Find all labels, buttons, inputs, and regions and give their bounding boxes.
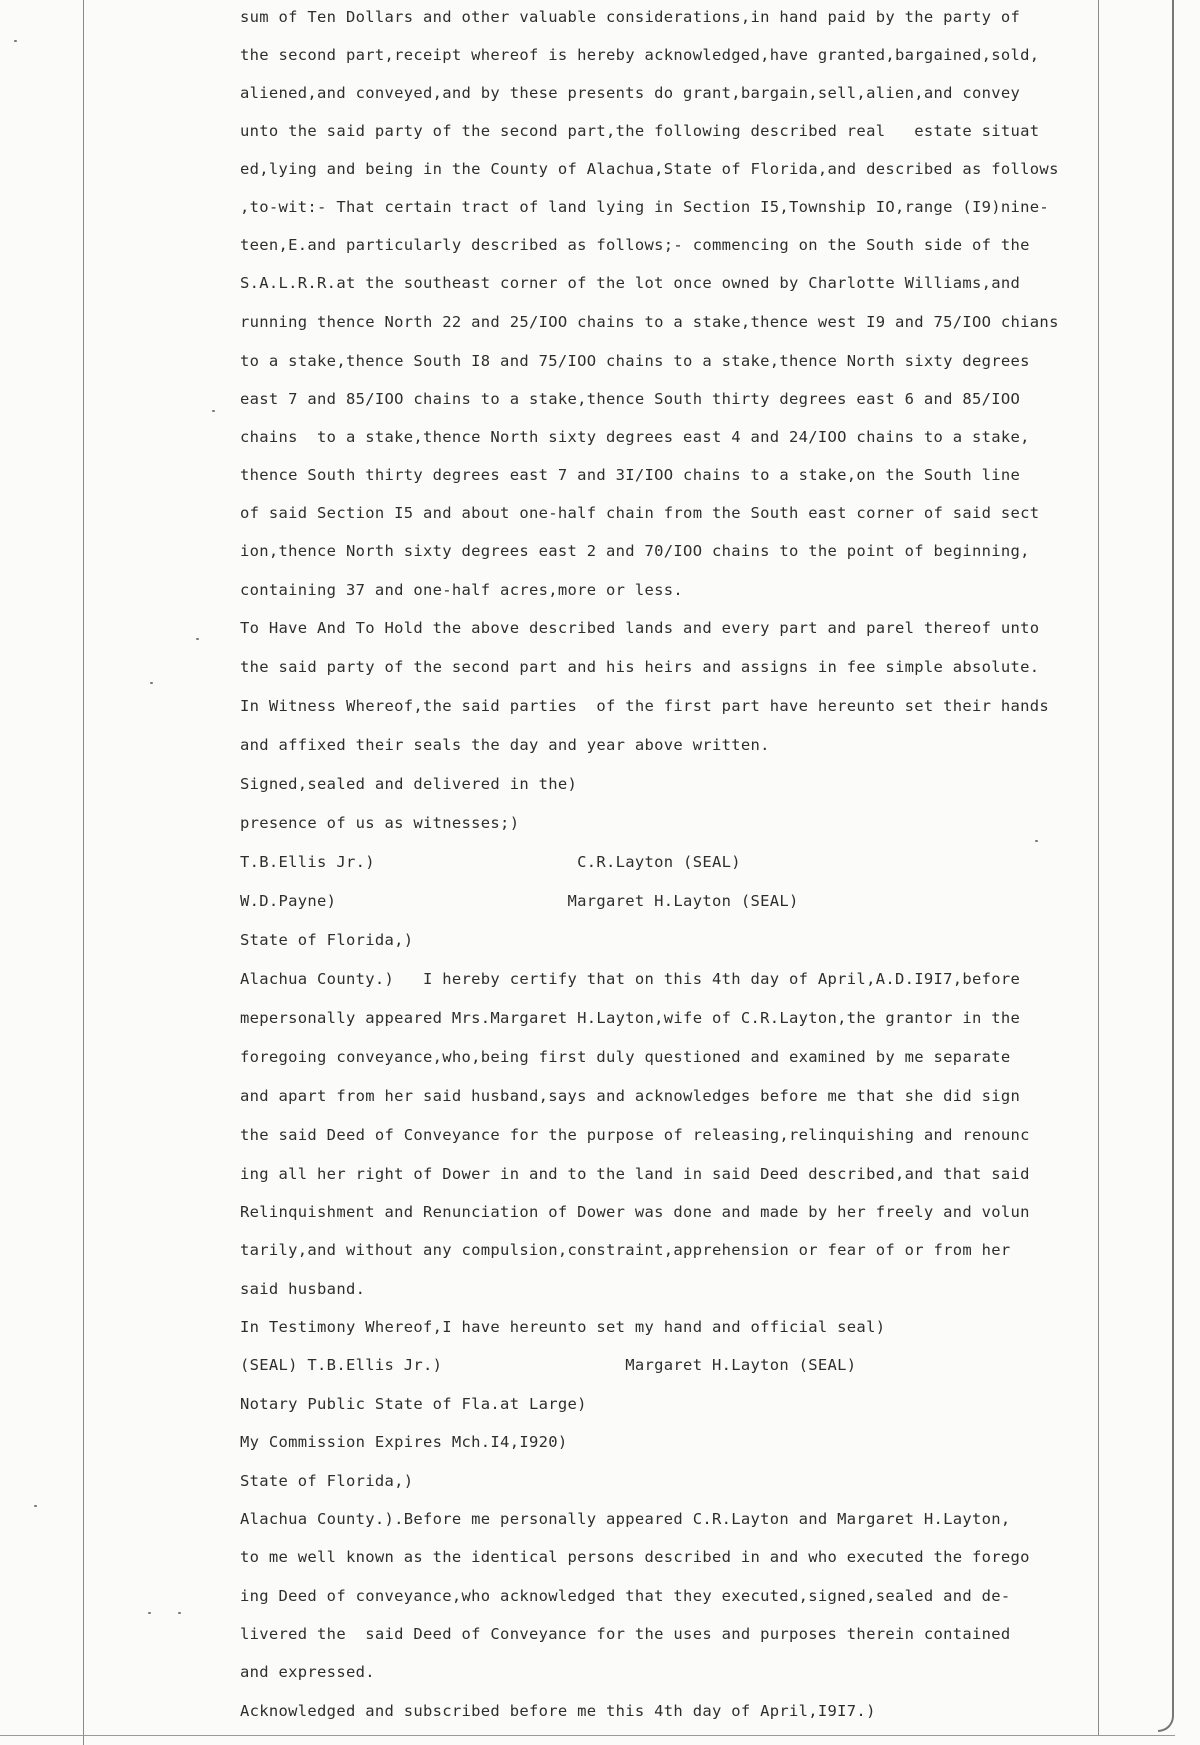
text-line: foregoing conveyance,who,being first duly questioned and examined by me separate (240, 1048, 1011, 1066)
text-line: to me well known as the identical persons described in and who executed the forego (240, 1548, 1030, 1566)
text-line: presence of us as witnesses;) (240, 814, 520, 832)
text-line: Relinquishment and Renunciation of Dower was done and made by her freely and volun (240, 1203, 1030, 1221)
text-line: State of Florida,) (240, 931, 414, 949)
text-line: (SEAL) T.B.Ellis Jr.) Margaret H.Layton (SEAL) (240, 1356, 857, 1374)
text-line: S.A.L.R.R.at the southeast corner of the lot once owned by Charlotte Williams,and (240, 274, 1021, 292)
text-line: ing Deed of conveyance,who acknowledged that they executed,signed,sealed and de- (240, 1587, 1011, 1605)
text-line: to a stake,thence South I8 and 75/IOO chains to a stake,thence North sixty degrees (240, 352, 1030, 370)
text-line: the said Deed of Conveyance for the purpose of releasing,relinquishing and renounc (240, 1126, 1030, 1144)
text-line: and affixed their seals the day and year above written. (240, 736, 770, 754)
text-line: My Commission Expires Mch.I4,I920) (240, 1433, 568, 1451)
text-line: Alachua County.).Before me personally appeared C.R.Layton and Margaret H.Layton, (240, 1510, 1011, 1528)
text-line: and expressed. (240, 1663, 375, 1681)
text-line: and apart from her said husband,says and acknowledges before me that she did sign (240, 1087, 1021, 1105)
text-line: the second part,receipt whereof is hereby acknowledged,have granted,bargained,sold, (240, 46, 1040, 64)
text-line: T.B.Ellis Jr.) C.R.Layton (SEAL) (240, 853, 741, 871)
text-line: W.D.Payne) Margaret H.Layton (SEAL) (240, 892, 799, 910)
text-line: In Testimony Whereof,I have hereunto set my hand and official seal) (240, 1318, 886, 1336)
text-line: thence South thirty degrees east 7 and 3I/IOO chains to a stake,on the South line (240, 466, 1021, 484)
text-line: Notary Public State of Fla.at Large) (240, 1395, 587, 1413)
text-line: of said Section I5 and about one-half chain from the South east corner of said sect (240, 504, 1040, 522)
text-line: east 7 and 85/IOO chains to a stake,thence South thirty degrees east 6 and 85/IOO (240, 390, 1021, 408)
text-line: Signed,sealed and delivered in the) (240, 775, 578, 793)
text-line: aliened,and conveyed,and by these presents do grant,bargain,sell,alien,and convey (240, 84, 1021, 102)
scan-speck (1035, 840, 1038, 842)
text-line: ing all her right of Dower in and to the land in said Deed described,and that said (240, 1165, 1030, 1183)
text-line: tarily,and without any compulsion,constraint,apprehension or fear of or from her (240, 1241, 1011, 1259)
text-line: unto the said party of the second part,the following described real estate situat (240, 122, 1040, 140)
text-line: Alachua County.) I hereby certify that on this 4th day of April,A.D.I9I7,before (240, 970, 1021, 988)
text-line: livered the said Deed of Conveyance for the uses and purposes therein contained (240, 1625, 1011, 1643)
text-line: containing 37 and one-half acres,more or less. (240, 581, 684, 599)
scan-speck (178, 1612, 181, 1614)
text-line: sum of Ten Dollars and other valuable considerations,in hand paid by the party of (240, 8, 1021, 26)
text-line: chains to a stake,thence North sixty degrees east 4 and 24/IOO chains to a stake, (240, 428, 1030, 446)
text-line: ion,thence North sixty degrees east 2 and 70/IOO chains to the point of beginning, (240, 542, 1030, 560)
scan-speck (14, 40, 17, 42)
right-margin-rule (1098, 0, 1099, 1735)
text-line: Acknowledged and subscribed before me this 4th day of April,I9I7.) (240, 1702, 876, 1720)
text-line: running thence North 22 and 25/IOO chains to a stake,thence west I9 and 75/IOO chians (240, 313, 1059, 331)
text-line: mepersonally appeared Mrs.Margaret H.Layton,wife of C.R.Layton,the grantor in the (240, 1009, 1021, 1027)
text-line: ,to-wit:- That certain tract of land lying in Section I5,Township IO,range (I9)nine- (240, 198, 1050, 216)
text-line: teen,E.and particularly described as follows;- commencing on the South side of the (240, 236, 1030, 254)
scan-speck (150, 682, 153, 684)
bottom-edge-rule (0, 1735, 1175, 1736)
text-line: To Have And To Hold the above described lands and every part and parel thereof unto (240, 619, 1040, 637)
text-line: ed,lying and being in the County of Alachua,State of Florida,and described as follows (240, 160, 1059, 178)
left-margin-rule (83, 0, 84, 1745)
scan-speck (212, 410, 215, 412)
text-line: In Witness Whereof,the said parties of the first part have hereunto set their hands (240, 697, 1050, 715)
scan-speck (34, 1505, 37, 1507)
text-line: the said party of the second part and his heirs and assigns in fee simple absolute. (240, 658, 1040, 676)
text-line: State of Florida,) (240, 1472, 414, 1490)
page-edge (1158, 0, 1174, 1732)
scan-speck (196, 638, 199, 640)
scan-speck (148, 1612, 151, 1614)
text-line: said husband. (240, 1280, 366, 1298)
